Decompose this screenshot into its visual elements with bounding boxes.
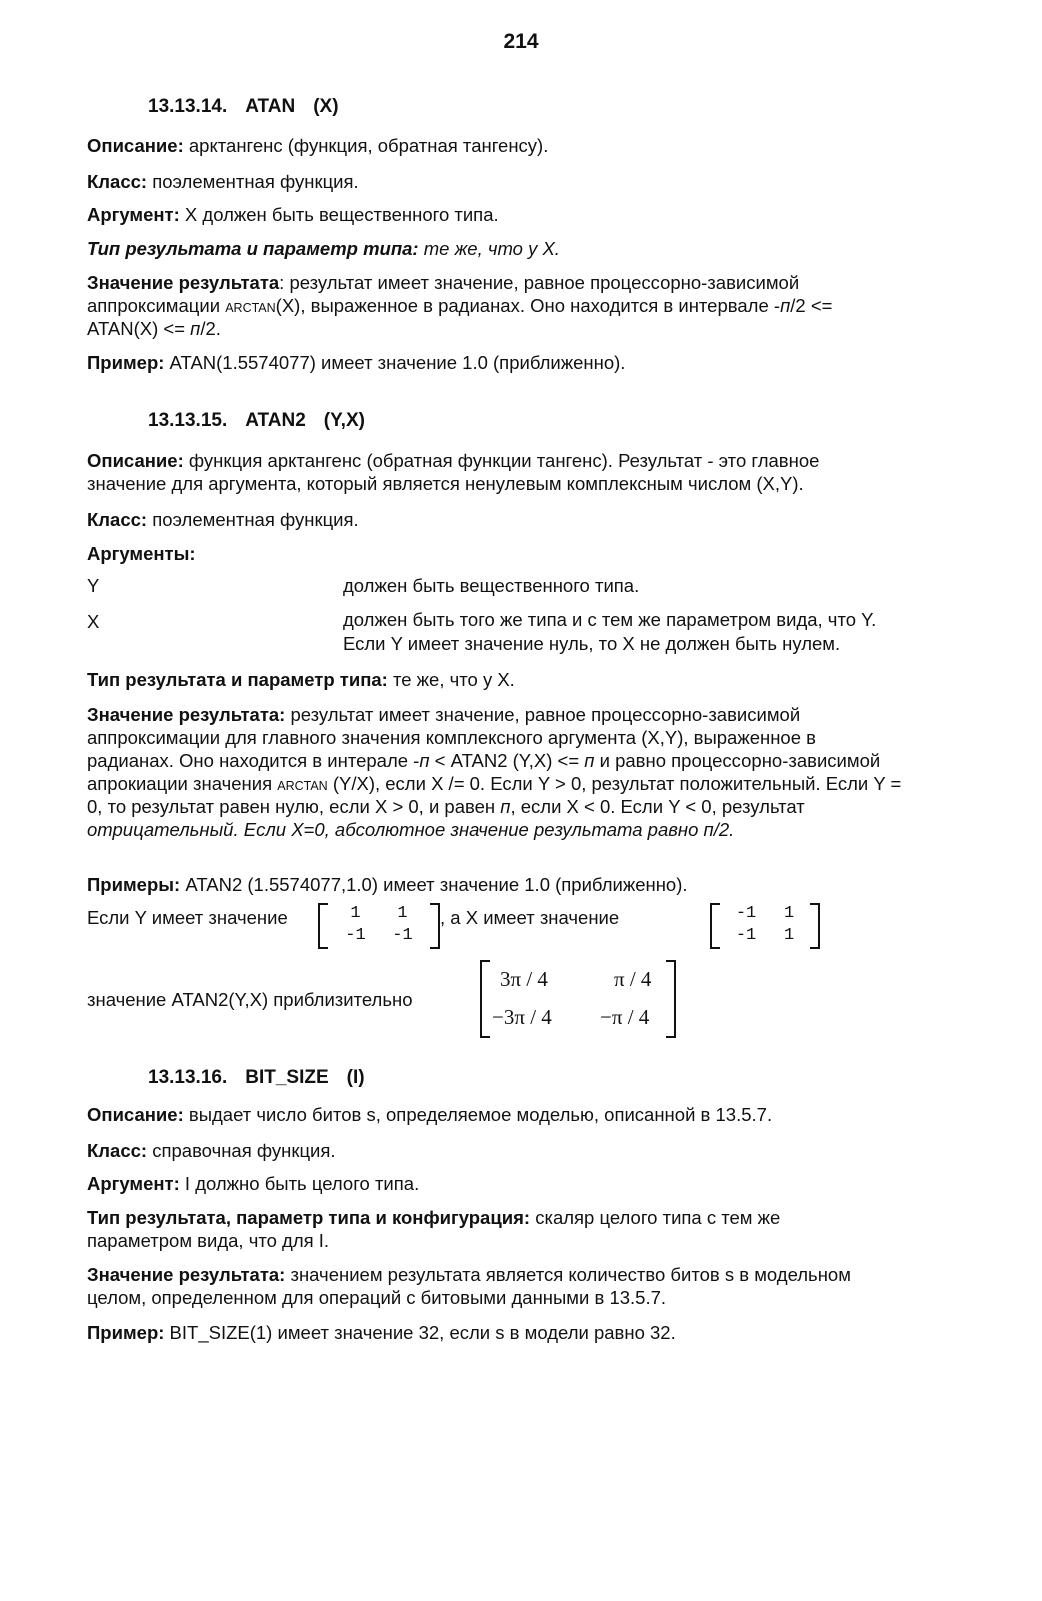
page-number: 214: [503, 30, 539, 53]
atan2-if-y-text: Если Y имеет значение: [87, 907, 288, 928]
bitsize-example: Пример: BIT_SIZE(1) имеет значение 32, если s в модели равно 32.: [87, 1322, 676, 1343]
atan-description: Описание: арктангенс (функция, обратная тангенсу).: [87, 135, 549, 156]
atan2-description-line-2: значение для аргумента, который является ненулевым комплексным числом (X,Y).: [87, 473, 804, 494]
atan2-value-line-1: Значение результата: результат имеет значение, равное процессорно-зависимой: [87, 704, 801, 725]
atan2-arguments-label: Аргументы:: [87, 543, 196, 564]
result-matrix-row-1: [480, 960, 676, 998]
matrix-cell: 1: [783, 926, 795, 945]
atan2-value-line-2: аппроксимации для главного значения комплексного аргумента (X,Y), выраженное в: [87, 727, 816, 748]
atan2-examples: Примеры: ATAN2 (1.5574077,1.0) имеет значение 1.0 (приближенно).: [87, 874, 688, 895]
atan2-arg-y-name: Y: [87, 575, 100, 596]
atan2-x-matrix: [710, 903, 820, 949]
matrix-cell: -1: [735, 926, 757, 945]
atan-class: Класс: поэлементная функция.: [87, 171, 359, 192]
atan2-approx-text: значение ATAN2(Y,X) приблизительно: [87, 989, 413, 1010]
matrix-right-bracket: [810, 903, 820, 949]
atan2-arg-x-name: X: [87, 611, 100, 632]
matrix-cell: 1: [783, 904, 795, 923]
atan2-arg-y-desc: должен быть вещественного типа.: [343, 575, 640, 596]
matrix-left-bracket: [318, 903, 328, 949]
matrix-left-bracket: [710, 903, 720, 949]
matrix-cell: π / 4: [614, 966, 652, 991]
atan2-class: Класс: поэлементная функция.: [87, 509, 359, 530]
result-matrix-row-2: [480, 998, 676, 1036]
atan-value-line-2: аппроксимации ARCTAN(X), выраженное в радианах. Оно находится в интервале -п/2 <=: [87, 295, 833, 316]
matrix-cell: −π / 4: [600, 1004, 650, 1029]
atan-heading: 13.13.14. ATAN (X): [148, 96, 339, 117]
atan2-value-line-6: отрицательный. Если X=0, абсолютное значение результата равно п/2.: [87, 819, 735, 840]
matrix-left-bracket: [480, 960, 490, 1038]
y-matrix-row-2: [318, 925, 440, 947]
bitsize-value-line-1: Значение результата: значением результата является количество битов s в модельном: [87, 1264, 851, 1285]
atan2-value-line-4: апрокиации значения ARCTAN (Y/X), если X /= 0. Если Y > 0, результат положительный. Если Y =: [87, 773, 902, 794]
atan2-arg-x-desc-2: Если Y имеет значение нуль, то X не должен быть нулем.: [343, 633, 841, 654]
matrix-right-bracket: [430, 903, 440, 949]
atan-value-line-1: Значение результата: результат имеет значение, равное процессорно-зависимой: [87, 272, 800, 293]
x-matrix-row-1: [710, 903, 820, 925]
bitsize-heading: 13.13.16. BIT_SIZE (I): [148, 1067, 365, 1088]
bitsize-argument: Аргумент: I должно быть целого типа.: [87, 1173, 420, 1194]
atan-example: Пример: ATAN(1.5574077) имеет значение 1.0 (приближенно).: [87, 352, 626, 373]
matrix-cell: 1: [397, 904, 408, 923]
matrix-right-bracket: [666, 960, 676, 1038]
atan2-y-matrix: [318, 903, 440, 949]
bitsize-class: Класс: справочная функция.: [87, 1140, 336, 1161]
y-matrix-row-1: [318, 903, 440, 925]
atan2-arg-x-desc-1: должен быть того же типа и с тем же параметром вида, что Y.: [343, 609, 877, 630]
atan2-result-type: Тип результата и параметр типа: те же, что у X.: [87, 669, 515, 690]
bitsize-value-line-2: целом, определенном для операций с битовыми данными в 13.5.7.: [87, 1287, 667, 1308]
atan-result-type: Тип результата и параметр типа: те же, что у X.: [87, 238, 560, 259]
x-matrix-row-2: [710, 925, 820, 947]
bitsize-result-type-line-2: параметром вида, что для I.: [87, 1230, 330, 1251]
matrix-cell: -1: [735, 904, 757, 923]
atan-value-line-3: ATAN(X) <= п/2.: [87, 318, 221, 339]
atan2-description-line-1: Описание: функция арктангенс (обратная функции тангенс). Результат - это главное: [87, 450, 820, 471]
bitsize-description: Описание: выдает число битов s, определяемое моделью, описанной в 13.5.7.: [87, 1104, 773, 1125]
atan2-value-line-3: радианах. Оно находится в интерале -п < ATAN2 (Y,X) <= п и равно процессорно-зависимой: [87, 750, 881, 771]
matrix-cell: 3π / 4: [500, 966, 548, 991]
atan2-and-x-text: , а X имеет значение: [440, 907, 620, 928]
atan2-result-matrix: [480, 960, 676, 1038]
matrix-cell: -1: [345, 926, 366, 945]
bitsize-result-type-line-1: Тип результата, параметр типа и конфигурация: скаляр целого типа с тем же: [87, 1207, 781, 1228]
atan-argument: Аргумент: X должен быть вещественного типа.: [87, 204, 499, 225]
matrix-cell: −3π / 4: [492, 1004, 552, 1029]
atan2-heading: 13.13.15. ATAN2 (Y,X): [148, 410, 365, 431]
atan2-value-line-5: 0, то результат равен нулю, если X > 0, и равен п, если X < 0. Если Y < 0, результат: [87, 796, 805, 817]
matrix-cell: -1: [392, 926, 413, 945]
matrix-cell: 1: [350, 904, 361, 923]
